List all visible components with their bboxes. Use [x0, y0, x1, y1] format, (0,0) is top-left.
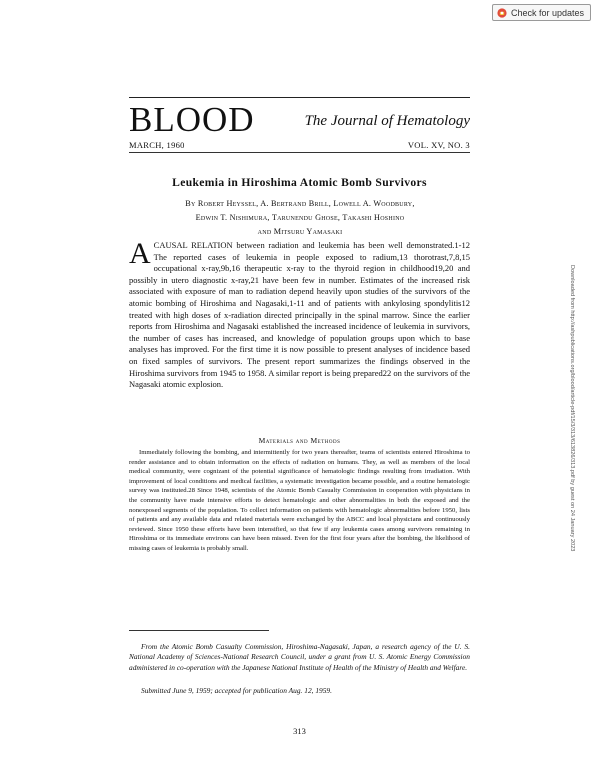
byline: [135, 197, 465, 239]
issue-volume: VOL. XV, NO. 3: [407, 140, 470, 150]
masthead: [129, 100, 470, 139]
download-note-text: Downloaded from http://ashpublications.org/blood/article-pdf/15/3/313/613826/313.pdf by guest on 24 January 2023: [569, 265, 575, 552]
journal-name: BLOOD: [129, 100, 255, 139]
intro-paragraph: [129, 237, 470, 391]
page-number: 313: [293, 726, 306, 736]
drop-cap: A: [129, 237, 151, 270]
check-for-updates-button[interactable]: [492, 4, 591, 21]
received-date: Submitted June 9, 1959; accepted for publication Aug. 12, 1959.: [141, 686, 332, 695]
issue-rule: [129, 152, 470, 153]
footnote-rule: [129, 630, 269, 631]
journal-subtitle: The Journal of Hematology: [304, 113, 470, 129]
download-note: [569, 265, 585, 685]
byline-line: Edwin T. Nishimura, Tarunendu Ghose, Takashi Hoshino: [195, 213, 405, 222]
crossmark-icon: [497, 8, 507, 18]
byline-line: and Mitsuru Yamasaki: [257, 227, 343, 236]
methods-paragraph: Immediately following the bombing, and intermittently for two years thereafter, teams of scientists entered Hiroshima to render assistance and to obtain information on the effects of radiation on humans. They, as well as members of the local medical community, were cognizant of the potential significance of hematologic findings resulting from irradiation. With improvement of local conditions and medical facilities, a systematic investigation became possible, and a routine hematologic survey was instituted.28 Since 1948, scientists of the Atomic Bomb Casualty Commission in cooperation with physicians in the community have made intensive efforts to detect hematologic and other abnormalities in both the exposed and the nonexposed segments of the population. To collect information on patients with hematologic abnormalities before 1950, lists of patients and any available data and related materials were exchanged by the ABCC and local physicians and continuously reviewed. Since 1950 these efforts have been intensified, so that few if any leukemia cases among survivors remaining in Hiroshima or its immediate environs can have been missed. Even for the first four years after the bombing, the likelihood of missing cases of leukemia is probably small.: [129, 449, 470, 552]
article-title: Leukemia in Hiroshima Atomic Bomb Survivors: [172, 176, 427, 189]
masthead-top-rule: [129, 97, 470, 98]
intro-text: CAUSAL RELATION between radiation and leukemia has been well demonstrated.1-12 The reported cases of leukemia in people exposed to radium,13 thorotrast,7,8,15 occupational x-ray,9b,16 therapeutic x-ray to the thyroid region in childhood19,20 and possibly in utero diagnostic x-ray,21 have been few in number. Estimates of the increased risk associated with exposure of man to radiation depend heavily upon studies of the survivors of the atomic bombing of Hiroshima and Nagasaki,1-11 and of patients with ankylosing spondylitis12 treated with high doses of x-radiation directed principally in the spinal marrow. Since the earlier reports from Hiroshima and Nagasaki established the increased incidence of leukemia in survivors, the number of cases has increased, and knowledge of population groups upon which to base analyses has improved. For the first time it is now possible to present analyses of incidence based on fixed samples of survivors. The present report summarizes the findings observed in the Hiroshima survivors from 1945 to 1958. A similar report is being prepared22 on the survivors of the Nagasaki atomic explosion.: [129, 240, 470, 390]
section-heading: Materials and Methods: [258, 436, 341, 445]
issue-date: MARCH, 1960: [129, 140, 185, 150]
issue-line: [129, 140, 470, 150]
check-for-updates-label: Check for updates: [510, 7, 584, 18]
footnote: From the Atomic Bomb Casualty Commission, Hiroshima-Nagasaki, Japan, a research agency of the U. S. National Academy of Sciences-National Research Council, under a grant from U. S. Atomic Energy Commission administered in co-operation with the Japanese National Institute of Health of the Ministry of Health and Welfare.: [129, 642, 470, 672]
byline-line: By Robert Heyssel, A. Bertrand Brill, Lowell A. Woodbury,: [185, 199, 415, 208]
